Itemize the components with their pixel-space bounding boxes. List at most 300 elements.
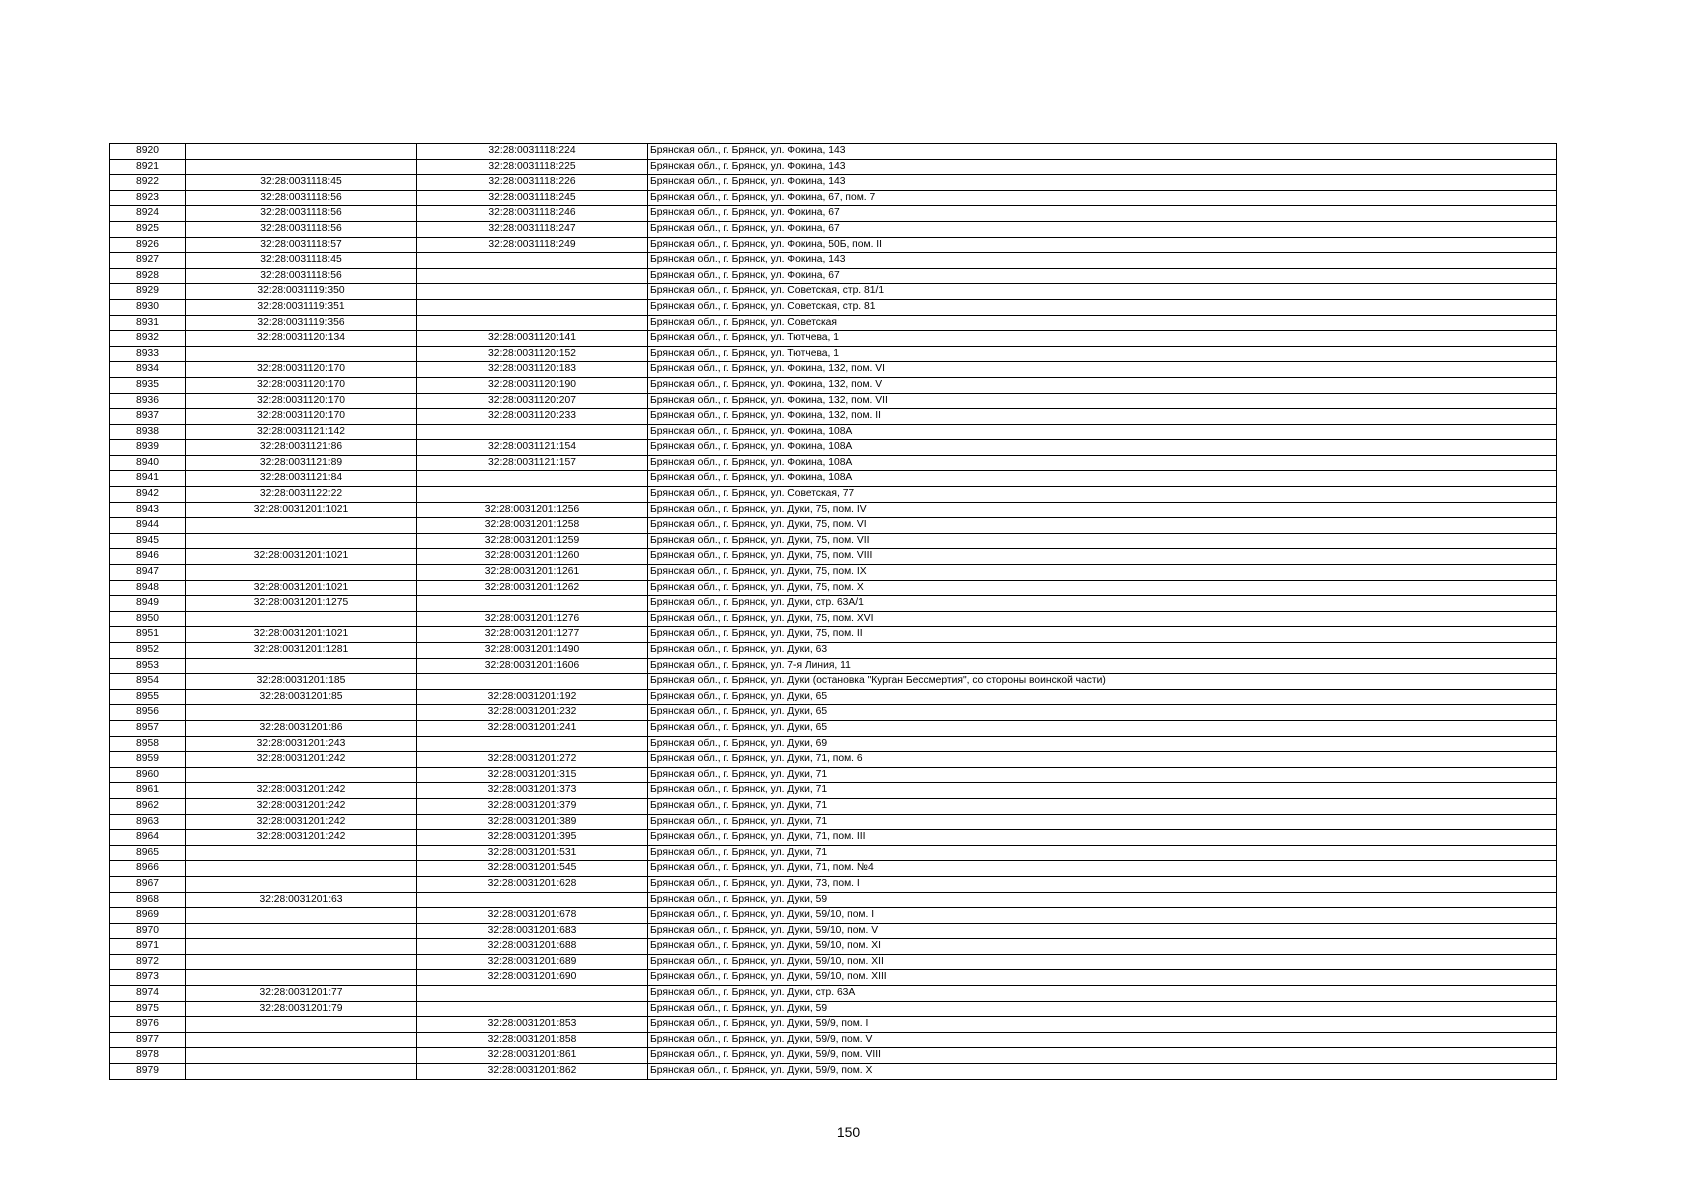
table-row (110, 440, 1557, 456)
parcel-number-cell: 32:28:0031201:85 (186, 689, 417, 705)
table-row (110, 798, 1557, 814)
address-cell: Брянская обл., г. Брянск, ул. Дуки, 71 (648, 798, 1557, 814)
object-number-cell: 32:28:0031201:1262 (417, 580, 648, 596)
object-number-cell: 32:28:0031201:272 (417, 752, 648, 768)
row-number-cell: 8968 (110, 892, 186, 908)
row-number-cell: 8954 (110, 674, 186, 690)
row-number-cell: 8947 (110, 565, 186, 581)
address-cell: Брянская обл., г. Брянск, ул. Дуки, 75, пом. VI (648, 518, 1557, 534)
object-number-cell: 32:28:0031201:545 (417, 861, 648, 877)
table-row (110, 377, 1557, 393)
parcel-number-cell: 32:28:0031121:84 (186, 471, 417, 487)
address-cell: Брянская обл., г. Брянск, ул. Дуки, 75, пом. X (648, 580, 1557, 596)
table-row (110, 1017, 1557, 1033)
table-row (110, 502, 1557, 518)
table-row (110, 736, 1557, 752)
table-row (110, 455, 1557, 471)
parcel-number-cell: 32:28:0031118:56 (186, 268, 417, 284)
parcel-number-cell: 32:28:0031201:242 (186, 814, 417, 830)
object-number-cell: 32:28:0031201:690 (417, 970, 648, 986)
object-number-cell: 32:28:0031201:1606 (417, 658, 648, 674)
address-cell: Брянская обл., г. Брянск, ул. Дуки, 71 (648, 767, 1557, 783)
table-row (110, 237, 1557, 253)
address-cell: Брянская обл., г. Брянск, ул. Фокина, 108А (648, 471, 1557, 487)
address-cell: Брянская обл., г. Брянск, ул. Советская, 77 (648, 487, 1557, 503)
object-number-cell: 32:28:0031201:688 (417, 939, 648, 955)
row-number-cell: 8921 (110, 159, 186, 175)
object-number-cell: 32:28:0031118:225 (417, 159, 648, 175)
row-number-cell: 8967 (110, 876, 186, 892)
parcel-number-cell: 32:28:0031201:242 (186, 752, 417, 768)
object-number-cell: 32:28:0031118:224 (417, 144, 648, 160)
address-cell: Брянская обл., г. Брянск, ул. Советская, стр. 81 (648, 299, 1557, 315)
parcel-number-cell (186, 939, 417, 955)
address-cell: Брянская обл., г. Брянск, ул. Фокина, 143 (648, 175, 1557, 191)
table-row (110, 783, 1557, 799)
object-number-cell: 32:28:0031201:241 (417, 720, 648, 736)
parcel-number-cell (186, 970, 417, 986)
table-row (110, 627, 1557, 643)
parcel-number-cell: 32:28:0031121:142 (186, 424, 417, 440)
address-cell: Брянская обл., г. Брянск, ул. Дуки, 59 (648, 892, 1557, 908)
row-number-cell: 8920 (110, 144, 186, 160)
parcel-number-cell: 32:28:0031120:170 (186, 377, 417, 393)
table-row (110, 253, 1557, 269)
table-row (110, 1048, 1557, 1064)
parcel-number-cell: 32:28:0031119:356 (186, 315, 417, 331)
address-cell: Брянская обл., г. Брянск, ул. Фокина, 67, пом. 7 (648, 190, 1557, 206)
table-row (110, 611, 1557, 627)
address-cell: Брянская обл., г. Брянск, ул. Дуки, 59/10, пом. V (648, 923, 1557, 939)
table-row (110, 580, 1557, 596)
parcel-number-cell: 32:28:0031201:242 (186, 783, 417, 799)
address-cell: Брянская обл., г. Брянск, ул. Дуки, стр. 63А (648, 986, 1557, 1002)
parcel-number-cell (186, 658, 417, 674)
row-number-cell: 8965 (110, 845, 186, 861)
table-row (110, 518, 1557, 534)
row-number-cell: 8952 (110, 643, 186, 659)
page-number: 150 (836, 1124, 861, 1140)
parcel-number-cell (186, 767, 417, 783)
address-cell: Брянская обл., г. Брянск, ул. Фокина, 108А (648, 424, 1557, 440)
address-cell: Брянская обл., г. Брянск, ул. Дуки, 63 (648, 643, 1557, 659)
parcel-number-cell: 32:28:0031122:22 (186, 487, 417, 503)
address-cell: Брянская обл., г. Брянск, ул. Дуки, 59/9, пом. X (648, 1064, 1557, 1080)
parcel-number-cell: 32:28:0031120:170 (186, 393, 417, 409)
object-number-cell: 32:28:0031201:628 (417, 876, 648, 892)
row-number-cell: 8959 (110, 752, 186, 768)
row-number-cell: 8941 (110, 471, 186, 487)
address-cell: Брянская обл., г. Брянск, ул. Фокина, 132, пом. V (648, 377, 1557, 393)
row-number-cell: 8942 (110, 487, 186, 503)
address-cell: Брянская обл., г. Брянск, ул. Дуки, 71, пом. 6 (648, 752, 1557, 768)
address-cell: Брянская обл., г. Брянск, ул. Фокина, 67 (648, 206, 1557, 222)
parcel-number-cell (186, 144, 417, 160)
row-number-cell: 8936 (110, 393, 186, 409)
object-number-cell: 32:28:0031201:192 (417, 689, 648, 705)
row-number-cell: 8937 (110, 409, 186, 425)
row-number-cell: 8924 (110, 206, 186, 222)
object-number-cell: 32:28:0031201:379 (417, 798, 648, 814)
address-cell: Брянская обл., г. Брянск, ул. Дуки, 59/9, пом. VIII (648, 1048, 1557, 1064)
row-number-cell: 8949 (110, 596, 186, 612)
table-row (110, 487, 1557, 503)
parcel-number-cell: 32:28:0031120:170 (186, 362, 417, 378)
table-row (110, 876, 1557, 892)
address-cell: Брянская обл., г. Брянск, ул. Фокина, 132, пом. VI (648, 362, 1557, 378)
table-row (110, 720, 1557, 736)
object-number-cell (417, 268, 648, 284)
parcel-number-cell (186, 845, 417, 861)
parcel-number-cell: 32:28:0031201:1275 (186, 596, 417, 612)
object-number-cell: 32:28:0031201:531 (417, 845, 648, 861)
parcel-number-cell: 32:28:0031201:86 (186, 720, 417, 736)
address-cell: Брянская обл., г. Брянск, ул. Дуки, 75, пом. VIII (648, 549, 1557, 565)
object-number-cell (417, 253, 648, 269)
row-number-cell: 8979 (110, 1064, 186, 1080)
object-number-cell: 32:28:0031201:1256 (417, 502, 648, 518)
table-row (110, 908, 1557, 924)
table-row (110, 299, 1557, 315)
table-row (110, 315, 1557, 331)
object-number-cell: 32:28:0031201:1276 (417, 611, 648, 627)
address-cell: Брянская обл., г. Брянск, ул. Дуки (остановка "Курган Бессмертия", со стороны воинской части) (648, 674, 1557, 690)
object-number-cell: 32:28:0031201:315 (417, 767, 648, 783)
object-number-cell: 32:28:0031121:154 (417, 440, 648, 456)
object-number-cell: 32:28:0031120:183 (417, 362, 648, 378)
object-number-cell: 32:28:0031118:247 (417, 221, 648, 237)
parcel-number-cell: 32:28:0031201:1021 (186, 502, 417, 518)
parcel-number-cell (186, 1064, 417, 1080)
table-row (110, 814, 1557, 830)
parcel-number-cell: 32:28:0031121:86 (186, 440, 417, 456)
parcel-number-cell: 32:28:0031201:243 (186, 736, 417, 752)
table-row (110, 393, 1557, 409)
address-cell: Брянская обл., г. Брянск, ул. 7-я Линия, 11 (648, 658, 1557, 674)
object-number-cell: 32:28:0031201:1277 (417, 627, 648, 643)
object-number-cell: 32:28:0031118:245 (417, 190, 648, 206)
table-row (110, 144, 1557, 160)
parcel-number-cell (186, 518, 417, 534)
table-row (110, 752, 1557, 768)
row-number-cell: 8961 (110, 783, 186, 799)
object-number-cell: 32:28:0031201:1260 (417, 549, 648, 565)
registry-table-body (110, 144, 1557, 1080)
table-row (110, 689, 1557, 705)
table-row (110, 331, 1557, 347)
parcel-number-cell: 32:28:0031201:1021 (186, 580, 417, 596)
table-row (110, 206, 1557, 222)
row-number-cell: 8940 (110, 455, 186, 471)
address-cell: Брянская обл., г. Брянск, ул. Дуки, 59/9, пом. V (648, 1032, 1557, 1048)
object-number-cell (417, 315, 648, 331)
table-row (110, 1001, 1557, 1017)
table-row (110, 596, 1557, 612)
object-number-cell: 32:28:0031201:858 (417, 1032, 648, 1048)
address-cell: Брянская обл., г. Брянск, ул. Дуки, 73, пом. I (648, 876, 1557, 892)
address-cell: Брянская обл., г. Брянск, ул. Дуки, 75, пом. IX (648, 565, 1557, 581)
address-cell: Брянская обл., г. Брянск, ул. Дуки, 71 (648, 845, 1557, 861)
row-number-cell: 8973 (110, 970, 186, 986)
object-number-cell: 32:28:0031201:389 (417, 814, 648, 830)
parcel-number-cell: 32:28:0031118:45 (186, 175, 417, 191)
row-number-cell: 8969 (110, 908, 186, 924)
parcel-number-cell (186, 533, 417, 549)
object-number-cell: 32:28:0031118:246 (417, 206, 648, 222)
table-row (110, 471, 1557, 487)
row-number-cell: 8964 (110, 830, 186, 846)
parcel-number-cell: 32:28:0031120:134 (186, 331, 417, 347)
row-number-cell: 8923 (110, 190, 186, 206)
parcel-number-cell (186, 705, 417, 721)
row-number-cell: 8953 (110, 658, 186, 674)
object-number-cell: 32:28:0031121:157 (417, 455, 648, 471)
object-number-cell: 32:28:0031201:1258 (417, 518, 648, 534)
row-number-cell: 8978 (110, 1048, 186, 1064)
parcel-number-cell: 32:28:0031201:79 (186, 1001, 417, 1017)
object-number-cell (417, 424, 648, 440)
row-number-cell: 8930 (110, 299, 186, 315)
object-number-cell (417, 284, 648, 300)
parcel-number-cell (186, 1017, 417, 1033)
object-number-cell: 32:28:0031201:861 (417, 1048, 648, 1064)
address-cell: Брянская обл., г. Брянск, ул. Фокина, 108А (648, 440, 1557, 456)
object-number-cell: 32:28:0031201:862 (417, 1064, 648, 1080)
registry-table (109, 143, 1557, 1080)
object-number-cell (417, 596, 648, 612)
object-number-cell: 32:28:0031201:689 (417, 954, 648, 970)
object-number-cell: 32:28:0031120:152 (417, 346, 648, 362)
row-number-cell: 8933 (110, 346, 186, 362)
row-number-cell: 8928 (110, 268, 186, 284)
parcel-number-cell (186, 159, 417, 175)
row-number-cell: 8962 (110, 798, 186, 814)
address-cell: Брянская обл., г. Брянск, ул. Дуки, стр. 63А/1 (648, 596, 1557, 612)
row-number-cell: 8977 (110, 1032, 186, 1048)
parcel-number-cell (186, 908, 417, 924)
parcel-number-cell: 32:28:0031120:170 (186, 409, 417, 425)
row-number-cell: 8927 (110, 253, 186, 269)
address-cell: Брянская обл., г. Брянск, ул. Дуки, 59/10, пом. XIII (648, 970, 1557, 986)
object-number-cell (417, 986, 648, 1002)
row-number-cell: 8972 (110, 954, 186, 970)
parcel-number-cell: 32:28:0031201:63 (186, 892, 417, 908)
address-cell: Брянская обл., г. Брянск, ул. Дуки, 71, пом. №4 (648, 861, 1557, 877)
address-cell: Брянская обл., г. Брянск, ул. Фокина, 132, пом. II (648, 409, 1557, 425)
row-number-cell: 8974 (110, 986, 186, 1002)
object-number-cell (417, 1001, 648, 1017)
table-row (110, 1064, 1557, 1080)
table-row (110, 221, 1557, 237)
row-number-cell: 8934 (110, 362, 186, 378)
object-number-cell: 32:28:0031120:141 (417, 331, 648, 347)
row-number-cell: 8956 (110, 705, 186, 721)
table-row (110, 284, 1557, 300)
table-row (110, 362, 1557, 378)
row-number-cell: 8939 (110, 440, 186, 456)
table-row (110, 767, 1557, 783)
parcel-number-cell: 32:28:0031201:242 (186, 798, 417, 814)
address-cell: Брянская обл., г. Брянск, ул. Дуки, 75, пом. IV (648, 502, 1557, 518)
parcel-number-cell (186, 876, 417, 892)
address-cell: Брянская обл., г. Брянск, ул. Фокина, 132, пом. VII (648, 393, 1557, 409)
table-row (110, 159, 1557, 175)
object-number-cell: 32:28:0031201:373 (417, 783, 648, 799)
row-number-cell: 8957 (110, 720, 186, 736)
parcel-number-cell (186, 954, 417, 970)
address-cell: Брянская обл., г. Брянск, ул. Дуки, 59/10, пом. XI (648, 939, 1557, 955)
table-row (110, 861, 1557, 877)
row-number-cell: 8975 (110, 1001, 186, 1017)
address-cell: Брянская обл., г. Брянск, ул. Дуки, 59/10, пом. XII (648, 954, 1557, 970)
parcel-number-cell: 32:28:0031201:77 (186, 986, 417, 1002)
table-row (110, 565, 1557, 581)
object-number-cell (417, 471, 648, 487)
address-cell: Брянская обл., г. Брянск, ул. Дуки, 65 (648, 720, 1557, 736)
row-number-cell: 8960 (110, 767, 186, 783)
address-cell: Брянская обл., г. Брянск, ул. Фокина, 143 (648, 253, 1557, 269)
row-number-cell: 8950 (110, 611, 186, 627)
parcel-number-cell (186, 1032, 417, 1048)
parcel-number-cell: 32:28:0031121:89 (186, 455, 417, 471)
table-row (110, 845, 1557, 861)
object-number-cell: 32:28:0031201:678 (417, 908, 648, 924)
object-number-cell: 32:28:0031201:853 (417, 1017, 648, 1033)
table-row (110, 533, 1557, 549)
row-number-cell: 8976 (110, 1017, 186, 1033)
row-number-cell: 8931 (110, 315, 186, 331)
parcel-number-cell (186, 565, 417, 581)
table-row (110, 643, 1557, 659)
object-number-cell (417, 674, 648, 690)
table-row (110, 954, 1557, 970)
object-number-cell: 32:28:0031118:226 (417, 175, 648, 191)
object-number-cell (417, 487, 648, 503)
address-cell: Брянская обл., г. Брянск, ул. Советская (648, 315, 1557, 331)
row-number-cell: 8951 (110, 627, 186, 643)
address-cell: Брянская обл., г. Брянск, ул. Дуки, 69 (648, 736, 1557, 752)
parcel-number-cell: 32:28:0031119:351 (186, 299, 417, 315)
parcel-number-cell: 32:28:0031201:242 (186, 830, 417, 846)
table-row (110, 268, 1557, 284)
address-cell: Брянская обл., г. Брянск, ул. Дуки, 75, пом. XVI (648, 611, 1557, 627)
row-number-cell: 8922 (110, 175, 186, 191)
object-number-cell: 32:28:0031120:207 (417, 393, 648, 409)
row-number-cell: 8966 (110, 861, 186, 877)
parcel-number-cell: 32:28:0031118:56 (186, 190, 417, 206)
parcel-number-cell: 32:28:0031119:350 (186, 284, 417, 300)
parcel-number-cell: 32:28:0031201:1281 (186, 643, 417, 659)
table-row (110, 939, 1557, 955)
address-cell: Брянская обл., г. Брянск, ул. Советская, стр. 81/1 (648, 284, 1557, 300)
row-number-cell: 8971 (110, 939, 186, 955)
address-cell: Брянская обл., г. Брянск, ул. Фокина, 50Б, пом. II (648, 237, 1557, 253)
parcel-number-cell: 32:28:0031118:57 (186, 237, 417, 253)
table-row (110, 892, 1557, 908)
object-number-cell (417, 299, 648, 315)
object-number-cell (417, 736, 648, 752)
row-number-cell: 8958 (110, 736, 186, 752)
table-row (110, 830, 1557, 846)
row-number-cell: 8935 (110, 377, 186, 393)
parcel-number-cell: 32:28:0031201:185 (186, 674, 417, 690)
address-cell: Брянская обл., г. Брянск, ул. Фокина, 143 (648, 144, 1557, 160)
table-row (110, 549, 1557, 565)
row-number-cell: 8946 (110, 549, 186, 565)
object-number-cell: 32:28:0031118:249 (417, 237, 648, 253)
parcel-number-cell: 32:28:0031118:56 (186, 221, 417, 237)
row-number-cell: 8948 (110, 580, 186, 596)
table-row (110, 923, 1557, 939)
table-row (110, 409, 1557, 425)
address-cell: Брянская обл., г. Брянск, ул. Дуки, 75, пом. II (648, 627, 1557, 643)
object-number-cell (417, 892, 648, 908)
table-row (110, 346, 1557, 362)
object-number-cell: 32:28:0031201:395 (417, 830, 648, 846)
row-number-cell: 8943 (110, 502, 186, 518)
parcel-number-cell (186, 1048, 417, 1064)
parcel-number-cell: 32:28:0031201:1021 (186, 627, 417, 643)
address-cell: Брянская обл., г. Брянск, ул. Дуки, 71 (648, 783, 1557, 799)
row-number-cell: 8944 (110, 518, 186, 534)
parcel-number-cell (186, 611, 417, 627)
address-cell: Брянская обл., г. Брянск, ул. Дуки, 65 (648, 689, 1557, 705)
table-row (110, 970, 1557, 986)
address-cell: Брянская обл., г. Брянск, ул. Дуки, 75, пом. VII (648, 533, 1557, 549)
object-number-cell: 32:28:0031201:1261 (417, 565, 648, 581)
table-row (110, 705, 1557, 721)
address-cell: Брянская обл., г. Брянск, ул. Тютчева, 1 (648, 346, 1557, 362)
address-cell: Брянская обл., г. Брянск, ул. Дуки, 59/9, пом. I (648, 1017, 1557, 1033)
object-number-cell: 32:28:0031201:1259 (417, 533, 648, 549)
row-number-cell: 8925 (110, 221, 186, 237)
address-cell: Брянская обл., г. Брянск, ул. Дуки, 71, пом. III (648, 830, 1557, 846)
row-number-cell: 8955 (110, 689, 186, 705)
parcel-number-cell (186, 346, 417, 362)
object-number-cell: 32:28:0031201:1490 (417, 643, 648, 659)
row-number-cell: 8945 (110, 533, 186, 549)
object-number-cell: 32:28:0031201:232 (417, 705, 648, 721)
table-row (110, 986, 1557, 1002)
object-number-cell: 32:28:0031201:683 (417, 923, 648, 939)
address-cell: Брянская обл., г. Брянск, ул. Фокина, 143 (648, 159, 1557, 175)
row-number-cell: 8963 (110, 814, 186, 830)
row-number-cell: 8932 (110, 331, 186, 347)
table-row (110, 1032, 1557, 1048)
address-cell: Брянская обл., г. Брянск, ул. Дуки, 59/10, пом. I (648, 908, 1557, 924)
address-cell: Брянская обл., г. Брянск, ул. Фокина, 108А (648, 455, 1557, 471)
address-cell: Брянская обл., г. Брянск, ул. Дуки, 59 (648, 1001, 1557, 1017)
object-number-cell: 32:28:0031120:190 (417, 377, 648, 393)
parcel-number-cell: 32:28:0031118:56 (186, 206, 417, 222)
object-number-cell: 32:28:0031120:233 (417, 409, 648, 425)
table-row (110, 658, 1557, 674)
row-number-cell: 8970 (110, 923, 186, 939)
address-cell: Брянская обл., г. Брянск, ул. Дуки, 65 (648, 705, 1557, 721)
address-cell: Брянская обл., г. Брянск, ул. Фокина, 67 (648, 268, 1557, 284)
address-cell: Брянская обл., г. Брянск, ул. Тютчева, 1 (648, 331, 1557, 347)
parcel-number-cell: 32:28:0031201:1021 (186, 549, 417, 565)
row-number-cell: 8929 (110, 284, 186, 300)
table-row (110, 175, 1557, 191)
table-row (110, 674, 1557, 690)
parcel-number-cell (186, 861, 417, 877)
parcel-number-cell: 32:28:0031118:45 (186, 253, 417, 269)
table-row (110, 424, 1557, 440)
table-row (110, 190, 1557, 206)
row-number-cell: 8926 (110, 237, 186, 253)
address-cell: Брянская обл., г. Брянск, ул. Дуки, 71 (648, 814, 1557, 830)
